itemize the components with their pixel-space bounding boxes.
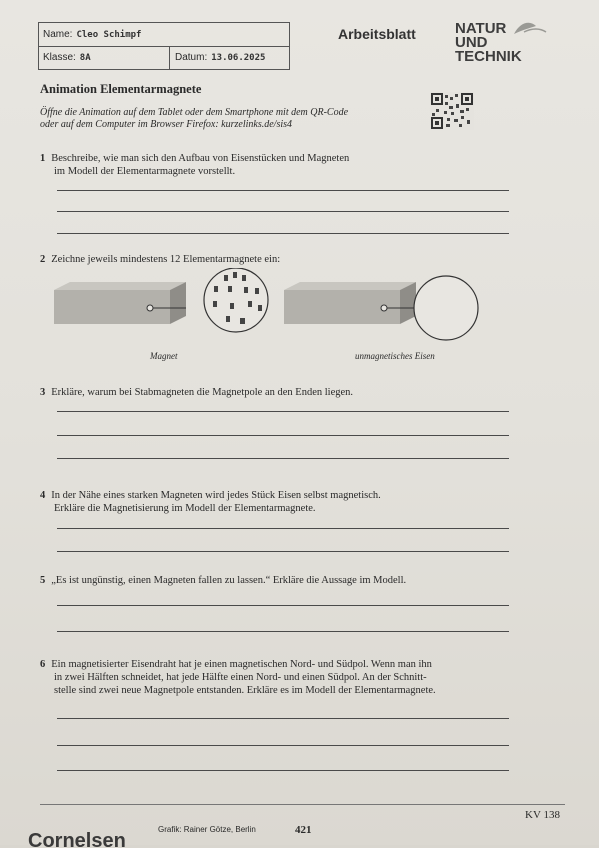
answer-line[interactable]	[57, 211, 509, 212]
name-label: Name:	[43, 29, 73, 40]
task-5-text-line-1: „Es ist ungünstig, einen Magneten fallen zu lassen.“ Erkläre die Aussage im Modell.	[51, 575, 407, 586]
task-3	[40, 386, 353, 399]
magnet-bar	[54, 282, 186, 324]
task-3-text-line-1: Erkläre, warum bei Stabmagneten die Magnetpole an den Enden liegen.	[51, 387, 354, 398]
page-number: 421	[295, 824, 312, 836]
task-4	[40, 489, 381, 515]
answer-line[interactable]	[57, 631, 509, 632]
worksheet-title: Arbeitsblatt	[338, 26, 416, 42]
logo-line-3: TECHNIK	[455, 48, 522, 65]
task-5-number: 5	[40, 575, 46, 586]
class-value: 8A	[79, 53, 91, 63]
worksheet-code: KV 138	[525, 809, 560, 821]
task-2-number: 2	[40, 254, 46, 265]
answer-line[interactable]	[57, 770, 509, 771]
class-date-row	[39, 46, 289, 69]
intro-line-2: oder auf dem Computer im Browser Firefox: kurzelinks.de/sis4	[40, 119, 293, 130]
intro-text	[40, 107, 420, 131]
publisher-logo: Cornelsen	[28, 830, 126, 848]
answer-line[interactable]	[57, 233, 509, 234]
magnet-label: Magnet	[150, 351, 178, 361]
cell-divider	[169, 46, 170, 69]
task-6-text-line-2: in zwei Hälften schneidet, hat jede Hälfte einen Nord- und einen Südpol. An der Schnitt-	[54, 672, 427, 683]
magnet-figure	[50, 268, 480, 348]
task-3-number: 3	[40, 387, 46, 398]
task-4-number: 4	[40, 490, 46, 501]
iron-label: unmagnetisches Eisen	[355, 351, 435, 361]
task-2-text-line-1: Zeichne jeweils mindestens 12 Elementarmagnete ein:	[51, 254, 281, 265]
answer-line[interactable]	[57, 718, 509, 719]
answer-line[interactable]	[57, 190, 509, 191]
task-1-text-line-1: Beschreibe, wie man sich den Aufbau von Eisenstücken und Magneten	[51, 153, 350, 164]
answer-line[interactable]	[57, 458, 509, 459]
task-1-number: 1	[40, 153, 46, 164]
intro-line-1: Öffne die Animation auf dem Tablet oder dem Smartphone mit dem QR-Code	[40, 107, 349, 118]
name-field	[43, 29, 141, 40]
name-value: Cleo Schimpf	[76, 30, 142, 40]
task-6-text-line-3: stelle sind zwei neue Magnetpole entstanden. Erkläre es im Modell der Elementarmagnete.	[54, 685, 436, 696]
answer-line[interactable]	[57, 528, 509, 529]
header-form	[38, 22, 290, 70]
task-6-text-line-1: Ein magnetisierter Eisendraht hat je einen magnetischen Nord- und Südpol. Wenn man ihn	[51, 659, 432, 670]
task-4-text-line-2: Erkläre die Magnetisierung im Modell der Elementarmagnete.	[54, 503, 316, 514]
task-2	[40, 253, 280, 266]
plant-logo-icon	[510, 18, 550, 38]
iron-bar	[284, 282, 416, 324]
date-value: 13.06.2025	[211, 53, 266, 63]
section-title: Animation Elementarmagnete	[40, 82, 202, 96]
class-field	[43, 52, 91, 63]
logo-line-2: UND	[455, 34, 488, 51]
qr-code[interactable]	[430, 92, 474, 130]
task-4-text-line-1: In der Nähe eines starken Magneten wird jedes Stück Eisen selbst magnetisch.	[51, 490, 381, 501]
name-row	[39, 23, 289, 47]
date-field	[175, 52, 265, 63]
graphic-credit: Grafik: Rainer Götze, Berlin	[158, 825, 256, 834]
logo-line-1: NATUR	[455, 20, 507, 37]
task-1-text-line-2: im Modell der Elementarmagnete vorstellt.	[54, 166, 236, 177]
date-label: Datum:	[175, 52, 208, 63]
answer-line[interactable]	[57, 551, 509, 552]
iron-zoom-circle[interactable]	[414, 276, 478, 340]
answer-line[interactable]	[57, 745, 509, 746]
footer-divider	[40, 804, 565, 805]
magnet-zoom-circle[interactable]	[204, 268, 268, 332]
answer-line[interactable]	[57, 435, 509, 436]
answer-line[interactable]	[57, 605, 509, 606]
task-6-number: 6	[40, 659, 46, 670]
task-1	[40, 152, 349, 178]
task-6	[40, 658, 436, 697]
task-5	[40, 574, 406, 587]
answer-line[interactable]	[57, 411, 509, 412]
class-label: Klasse:	[43, 52, 76, 63]
